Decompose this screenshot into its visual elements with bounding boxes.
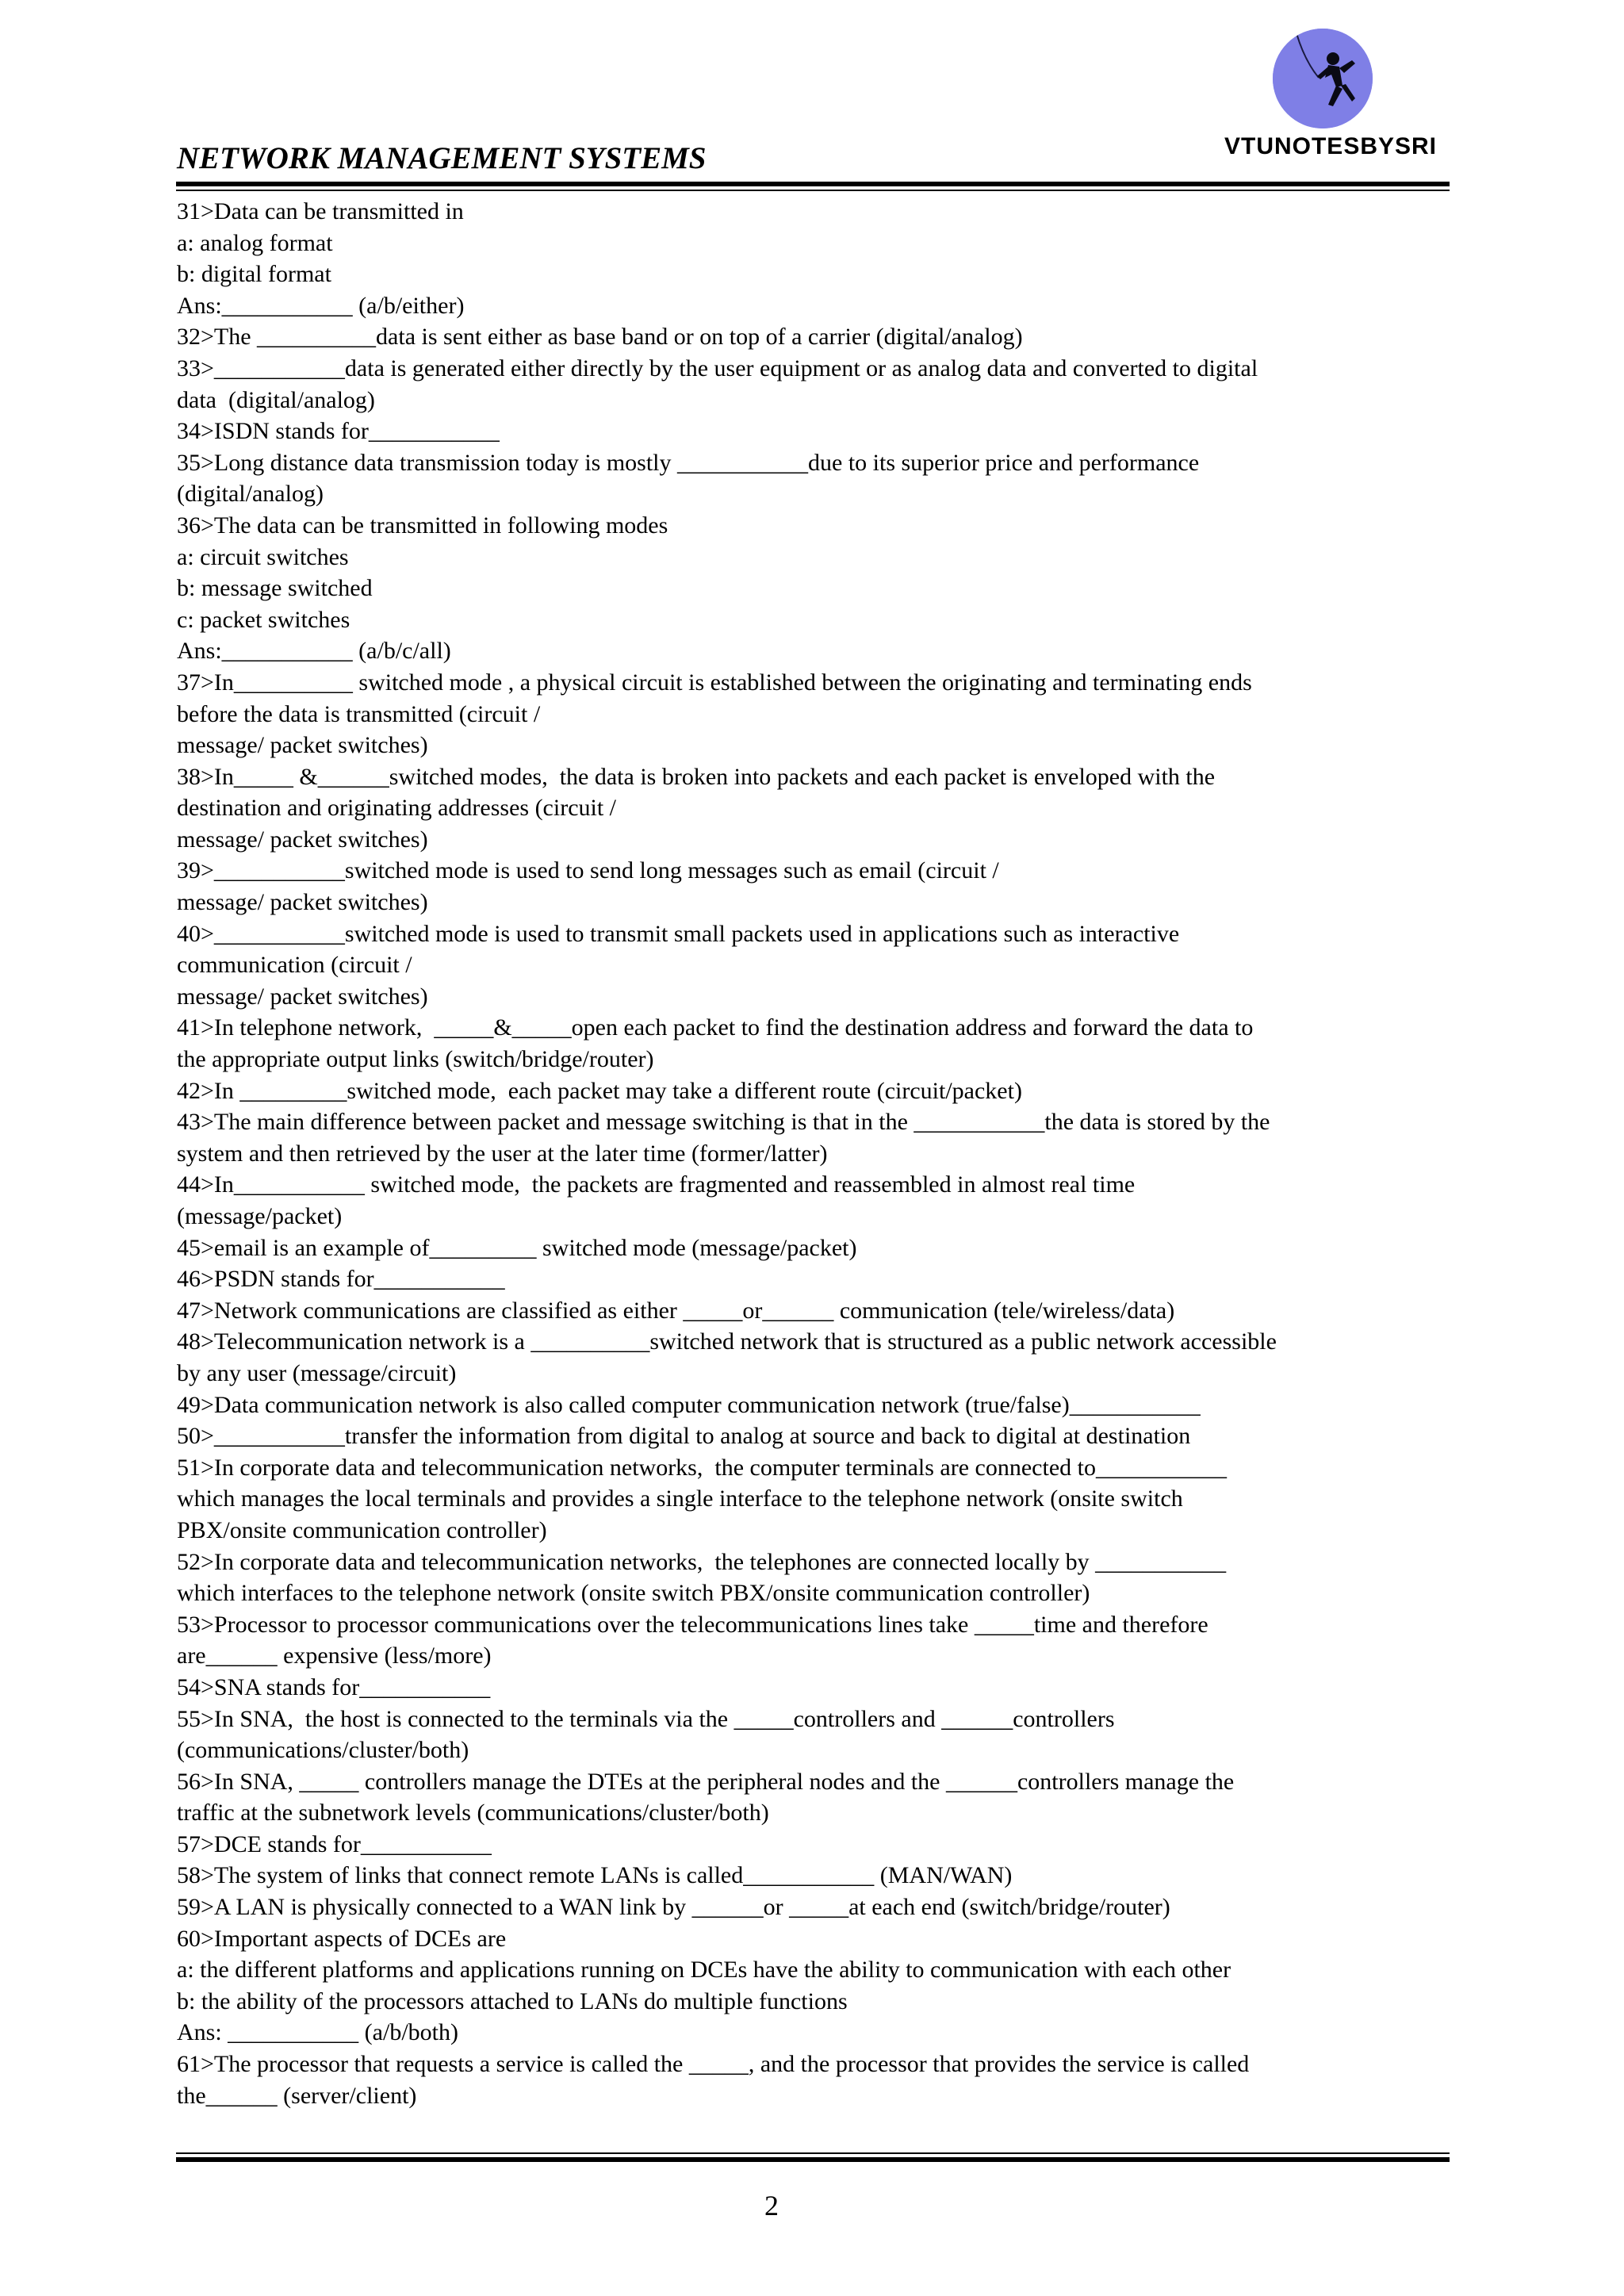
text-line: Ans:___________ (a/b/either) <box>177 292 465 319</box>
text-line: a: circuit switches <box>177 543 349 570</box>
logo-text: VTUNOTESBYSRI <box>1224 133 1438 159</box>
text-line: communication (circuit / <box>177 952 412 979</box>
text-line: message/ packet switches) <box>177 826 428 853</box>
text-line: the appropriate output links (switch/bridge/router) <box>177 1046 654 1073</box>
text-line: 45>email is an example of_________ switched mode (message/packet) <box>177 1234 857 1261</box>
text-line: a: the different platforms and applications running on DCEs have the ability to communication with each other <box>177 1957 1231 1984</box>
text-line: by any user (message/circuit) <box>177 1359 457 1386</box>
text-line: which interfaces to the telephone network (onsite switch PBX/onsite communication controller) <box>177 1580 1090 1607</box>
text-line: destination and originating addresses (circuit / <box>177 795 617 822</box>
text-line: which manages the local terminals and provides a single interface to the telephone network (onsite switch <box>177 1485 1183 1512</box>
text-line: 57>DCE stands for___________ <box>177 1830 492 1857</box>
text-line: before the data is transmitted (circuit / <box>177 700 541 727</box>
text-line: 33>___________data is generated either directly by the user equipment or as analog data and converted to digital <box>177 355 1258 381</box>
text-line: 60>Important aspects of DCEs are <box>177 1925 507 1952</box>
text-line: c: packet switches <box>177 606 350 633</box>
text-line: 50>___________transfer the information from digital to analog at source and back to digital at destination <box>177 1423 1191 1450</box>
climber-logo-icon <box>1273 29 1373 128</box>
question-list <box>177 196 1446 2111</box>
text-line: 37>In__________ switched mode , a physical circuit is established between the originating and terminating ends <box>177 669 1252 696</box>
text-line: b: the ability of the processors attached to LANs do multiple functions <box>177 1987 848 2014</box>
text-line: 48>Telecommunication network is a __________switched network that is structured as a public network accessible <box>177 1328 1277 1355</box>
text-line: 59>A LAN is physically connected to a WAN link by ______or _____at each end (switch/bridge/router) <box>177 1894 1170 1921</box>
text-line: a: analog format <box>177 229 333 256</box>
text-line: (communications/cluster/both) <box>177 1737 469 1764</box>
text-line: 58>The system of links that connect remote LANs is called___________ (MAN/WAN) <box>177 1862 1013 1889</box>
text-line: data (digital/analog) <box>177 386 375 413</box>
text-line: 43>The main difference between packet and message switching is that in the ___________the data is stored by the <box>177 1109 1270 1136</box>
text-line: 52>In corporate data and telecommunication networks, the telephones are connected locally by ___________ <box>177 1548 1227 1575</box>
text-line: the______ (server/client) <box>177 2082 417 2109</box>
header-rule-thin <box>176 190 1450 191</box>
text-line: 44>In___________ switched mode, the packets are fragmented and reassembled in almost real time <box>177 1171 1136 1198</box>
text-line: 38>In_____ &______switched modes, the data is broken into packets and each packet is enveloped with the <box>177 763 1216 790</box>
text-line: 53>Processor to processor communications over the telecommunications lines take _____time and therefore <box>177 1611 1208 1638</box>
text-line: 32>The __________data is sent either as base band or on top of a carrier (digital/analog) <box>177 324 1023 351</box>
text-line: 42>In _________switched mode, each packet may take a different route (circuit/packet) <box>177 1077 1022 1104</box>
text-line: Ans: ___________ (a/b/both) <box>177 2019 458 2046</box>
text-line: 55>In SNA, the host is connected to the terminals via the _____controllers and ______controllers <box>177 1705 1115 1732</box>
text-line: b: digital format <box>177 261 331 288</box>
document-title: NETWORK MANAGEMENT SYSTEMS <box>177 141 707 175</box>
text-line: (message/packet) <box>177 1203 343 1229</box>
text-line: b: message switched <box>177 575 373 602</box>
footer-rule-thick <box>176 2157 1450 2162</box>
text-line: 34>ISDN stands for___________ <box>177 418 500 445</box>
text-line: 46>PSDN stands for___________ <box>177 1266 505 1293</box>
text-line: 56>In SNA, _____ controllers manage the DTEs at the peripheral nodes and the ______controllers manage the <box>177 1768 1235 1795</box>
text-line: 51>In corporate data and telecommunication networks, the computer terminals are connected to___________ <box>177 1454 1227 1481</box>
text-line: system and then retrieved by the user at the later time (former/latter) <box>177 1140 828 1167</box>
text-line: 41>In telephone network, _____&_____open each packet to find the destination address and forward the data to <box>177 1014 1254 1041</box>
text-line: PBX/onsite communication controller) <box>177 1516 547 1543</box>
text-line: 36>The data can be transmitted in following modes <box>177 512 668 539</box>
text-line: Ans:___________ (a/b/c/all) <box>177 638 451 665</box>
text-line: 40>___________switched mode is used to transmit small packets used in applications such as interactive <box>177 920 1180 947</box>
text-line: 49>Data communication network is also called computer communication network (true/false)___________ <box>177 1391 1201 1418</box>
text-line: message/ packet switches) <box>177 889 428 916</box>
text-line: 47>Network communications are classified as either _____or______ communication (tele/wireless/data) <box>177 1297 1175 1324</box>
text-line: message/ packet switches) <box>177 732 428 759</box>
text-line: 31>Data can be transmitted in <box>177 198 464 224</box>
text-line: are______ expensive (less/more) <box>177 1642 492 1669</box>
text-line: 39>___________switched mode is used to send long messages such as email (circuit / <box>177 857 999 884</box>
page-number: 2 <box>764 2190 779 2221</box>
footer-rule-thin <box>176 2152 1450 2154</box>
header-rule-thick <box>176 182 1450 186</box>
text-line: (digital/analog) <box>177 481 324 508</box>
text-line: traffic at the subnetwork levels (communications/cluster/both) <box>177 1800 769 1826</box>
text-line: 61>The processor that requests a service is called the _____, and the processor that provides the service is called <box>177 2051 1250 2078</box>
text-line: 35>Long distance data transmission today is mostly ___________due to its superior price and performance <box>177 449 1200 476</box>
text-line: 54>SNA stands for___________ <box>177 1673 491 1700</box>
text-line: message/ packet switches) <box>177 983 428 1010</box>
logo <box>1212 29 1450 163</box>
